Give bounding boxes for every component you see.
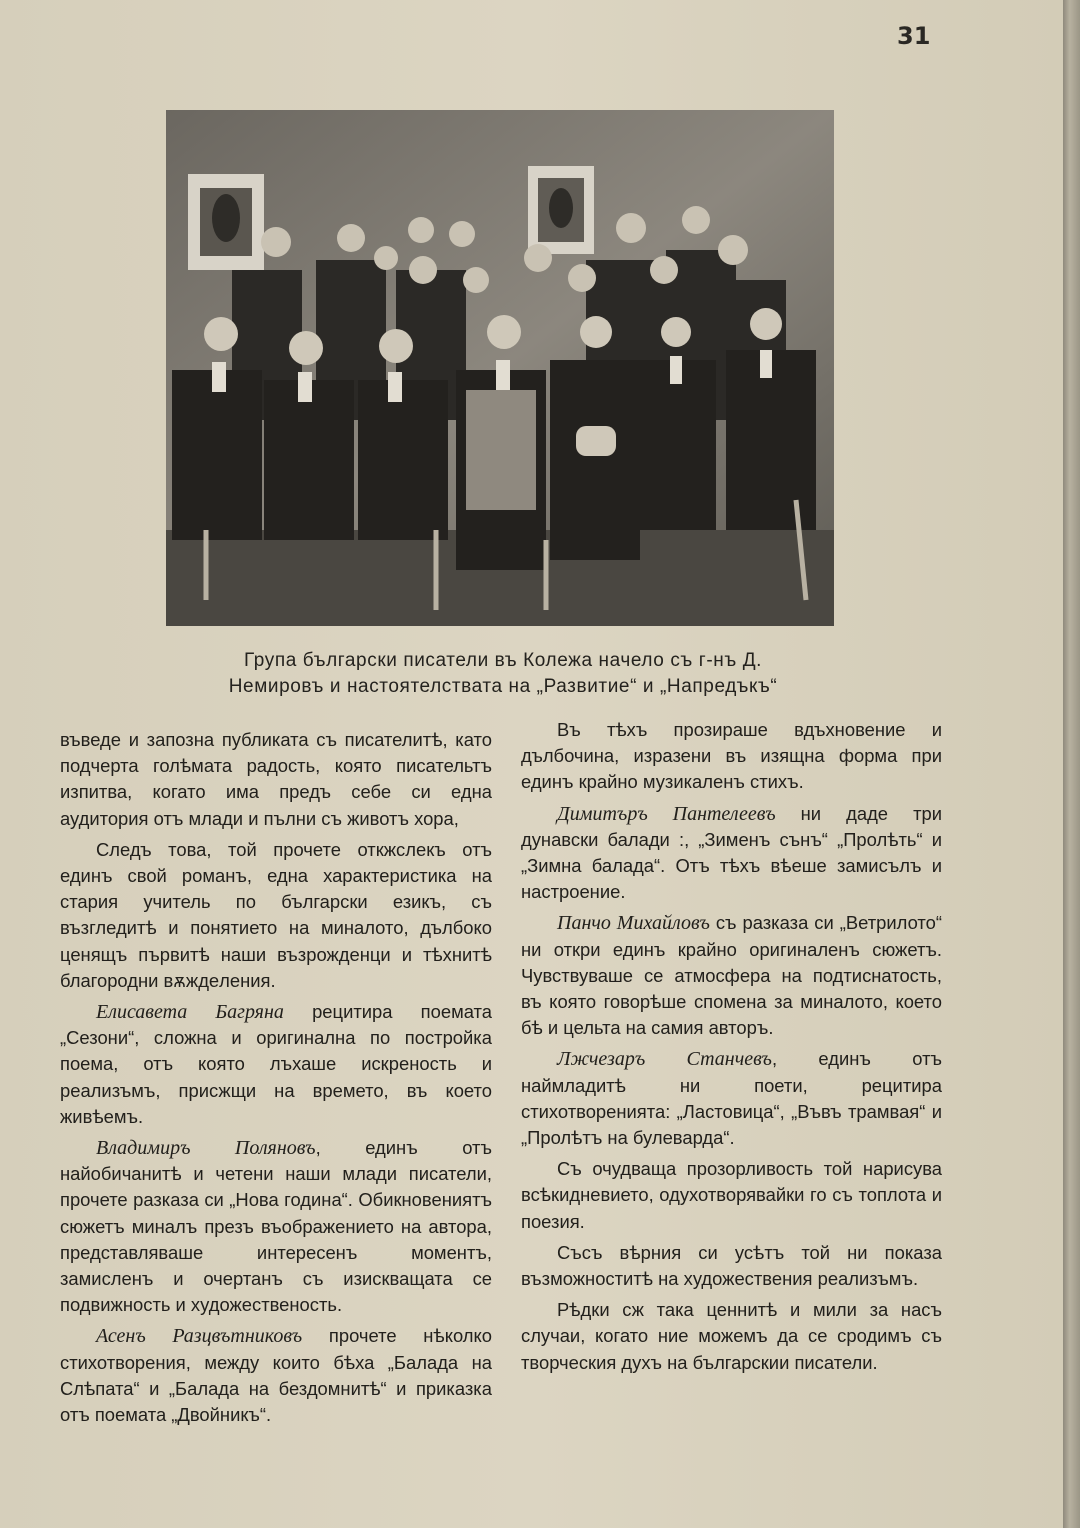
paragraph-text: Рѣдки сж така ценнитѣ и мили за насъ случаи, когато ние можемъ да се сродимъ съ творческия духъ на българскии писатели.	[521, 1299, 942, 1373]
left-column	[60, 727, 492, 1433]
right-column	[521, 717, 942, 1381]
caption-line-1: Група български писатели въ Колежа начело съ г-нъ Д.	[243, 650, 763, 671]
author-name: Владимиръ Поляновъ	[96, 1137, 316, 1160]
author-name: Асенъ Разцвътниковъ	[96, 1325, 303, 1348]
paragraph	[521, 1297, 942, 1376]
paragraph-text: , единъ отъ найобичанитѣ и четени наши млади писатели, прочете разказа си „Нова година“. Обикновениятъ сюжетъ миналъ презъ въображението на автора, представляваше интересенъ моментъ, замисленъ и очертанъ съ изискващата се подвижность и художественость.	[60, 1137, 492, 1316]
paragraph-text: прочете нѣколко стихотворения, между които бѣха „Балада на Слѣпата“ и „Балада на бездомнитѣ“ и приказка отъ поемата „Двойникъ“.	[60, 1325, 492, 1426]
group-photo-icon	[166, 110, 834, 626]
paragraph	[521, 801, 942, 906]
page-edge	[1063, 0, 1080, 1528]
author-name: Димитъръ Пантелеевъ	[557, 802, 776, 825]
paragraph	[60, 727, 492, 832]
caption-line-2: Немировъ и настоятелствата на „Развитие“ и „Напредъкъ“	[228, 676, 778, 697]
paragraph-text: Съсъ вѣрния си усѣтъ той ни показа възможноститѣ на художествения реализъмъ.	[521, 1241, 942, 1290]
paragraph	[521, 1240, 942, 1292]
author-name: Елисавета Багряна	[96, 1001, 284, 1024]
paragraph	[521, 1046, 942, 1151]
paragraph	[60, 1323, 492, 1428]
paragraph-text: , единъ отъ наймладитѣ ни поети, рецитира стихотворенията: „Ластовица“, „Въвъ трамвая“ и „Пролѣтъ на булеварда“.	[521, 1048, 942, 1149]
paragraph	[60, 1135, 492, 1318]
paragraph	[521, 1156, 942, 1235]
paragraph-text: ни даде три дунавски балади :, „Зименъ сънъ“ „Пролѣть“ и „Зимна балада“. Отъ тѣхъ вѣеше замисълъ и настроение.	[521, 802, 942, 903]
photo-caption	[150, 648, 856, 700]
author-name: Панчо Михайловъ	[557, 912, 710, 935]
paragraph-text: Съ очудваща прозорливость той нарисува всѣкидневието, одухотворявайки го съ топлота и поезия.	[521, 1158, 942, 1232]
paragraph	[60, 837, 492, 994]
paragraph	[521, 717, 942, 796]
paragraph	[60, 999, 492, 1130]
group-photo	[166, 110, 834, 626]
paragraph-text: Следъ това, той прочете откжслекъ отъ единъ свой романъ, една характеристика на стария учитель по български езикъ, съ възгледитѣ и понятието на миналото, дълбоко ценящъ първитѣ наши възрожденци и тѣхнитѣ благородни вѫждeления.	[60, 838, 492, 991]
paragraph-text: рецитира поемата „Сезони“, сложна и оригинална по постройка поема, отъ която лъхаше искреность и реализъмъ, присжщи на времето, въ което живѣемъ.	[60, 1001, 492, 1127]
author-name: Лжчезаръ Станчевъ	[557, 1048, 772, 1071]
page-number: 31	[897, 22, 931, 50]
paragraph-text: въведе и запозна публиката съ писателитѣ, като подчерта голѣмата радость, която писательтъ изпитва, когато има предъ себе си една аудитория отъ млади и пълни съ животъ хора,	[60, 729, 492, 829]
paragraph-text: Въ тѣхъ прозираше вдъхновение и дълбочина, изразени въ изящна форма при единъ крайно музикаленъ стихъ.	[521, 719, 942, 793]
paragraph	[521, 910, 942, 1041]
paragraph-text: съ разказа си „Ветрилото“ ни откри единъ крайно оригиналенъ сюжетъ. Чувствуваше се атмосфера на подтиснатость, въ която говорѣше спомена за миналото, което бѣ и цельта на самия авторъ.	[521, 912, 942, 1039]
